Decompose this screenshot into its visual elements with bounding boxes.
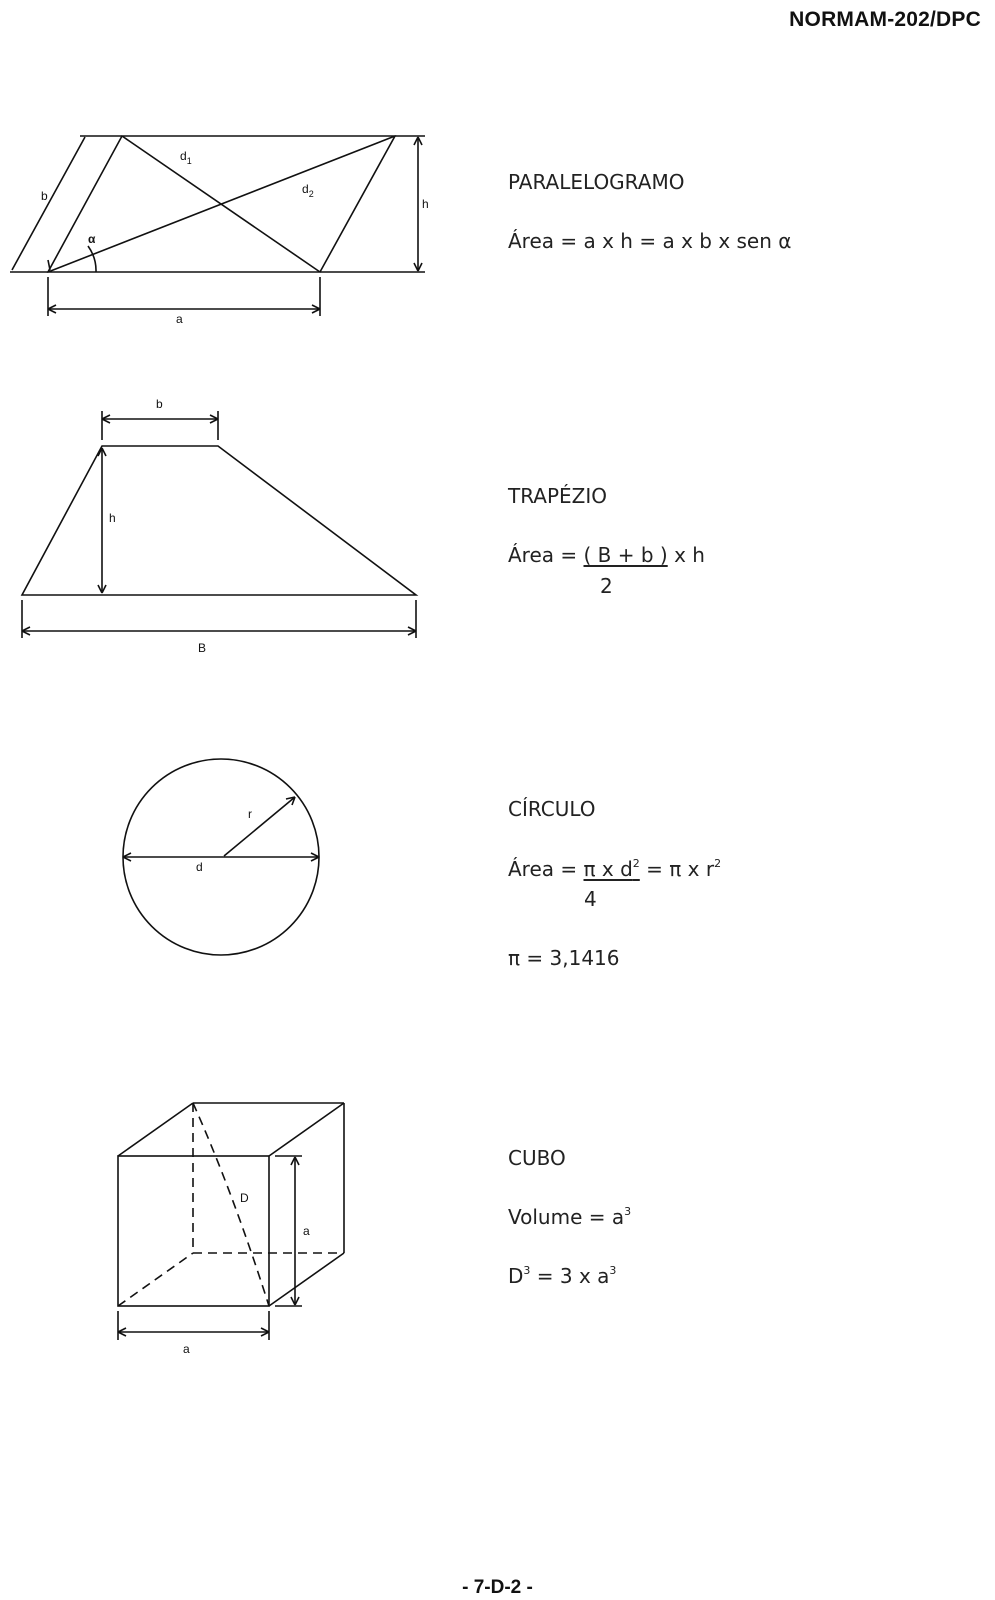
parallelogram-formula: Área = a x h = a x b x sen α <box>508 229 792 253</box>
circle-numerator: π x $d^2$ <box>583 857 640 881</box>
cube-edge <box>118 1103 193 1156</box>
side-b-dimension <box>12 137 85 270</box>
label-a: a <box>176 312 183 326</box>
label-b: b <box>156 397 163 411</box>
circle-title: CÍRCULO <box>508 797 596 821</box>
cube-diagonal-D <box>193 1103 269 1306</box>
trapezoid-formula: Área = ( B + b ) x h <box>508 543 705 567</box>
radius-r <box>224 797 295 856</box>
label-h: h <box>422 197 429 211</box>
cube-edge <box>269 1253 344 1306</box>
circle-formula: Área = π x $d^2 = \pi$ x $r^2$ <box>508 857 722 881</box>
cube-diagonal: $D^3 = 3$ x $a^3$ <box>508 1264 617 1288</box>
label-D: D <box>240 1191 249 1205</box>
alpha-symbol: α <box>778 229 792 253</box>
label-r: r <box>248 807 252 821</box>
label-d1: $d_1$ <box>180 149 192 166</box>
page-number: - 7-D-2 - <box>462 1577 533 1598</box>
trapezoid-figure <box>22 397 416 655</box>
label-d2: $d_2$ <box>302 182 314 199</box>
circle-denominator: 4 <box>584 887 597 911</box>
cube-volume: Volume = $a^3$ <box>508 1205 632 1229</box>
trapezoid-denominator: 2 <box>600 574 613 598</box>
alpha-arc <box>88 246 96 272</box>
label-B: B <box>198 641 207 655</box>
circle-figure <box>123 759 319 955</box>
label-a-bottom: a <box>183 1342 190 1356</box>
label-b: b <box>41 189 48 203</box>
trapezoid-shape <box>22 446 416 595</box>
pi-value: π = 3,1416 <box>508 946 620 970</box>
parallelogram-title: PARALELOGRAMO <box>508 170 685 194</box>
label-h: h <box>109 511 116 525</box>
cube-edge <box>269 1103 344 1156</box>
label-d: d <box>196 860 203 874</box>
label-alpha: α <box>88 232 96 246</box>
label-a-side: a <box>303 1224 310 1238</box>
trapezoid-numerator: ( B + b ) <box>583 543 668 567</box>
cube-hidden-edge <box>118 1253 193 1306</box>
trapezoid-title: TRAPÉZIO <box>508 484 608 508</box>
diagonal-d2 <box>48 136 395 272</box>
parallelogram-figure <box>10 136 429 326</box>
cube-title: CUBO <box>508 1146 566 1170</box>
cube-figure <box>118 1103 344 1356</box>
document-id: NORMAM-202/DPC <box>789 8 981 31</box>
h-arrowheads <box>48 137 422 271</box>
